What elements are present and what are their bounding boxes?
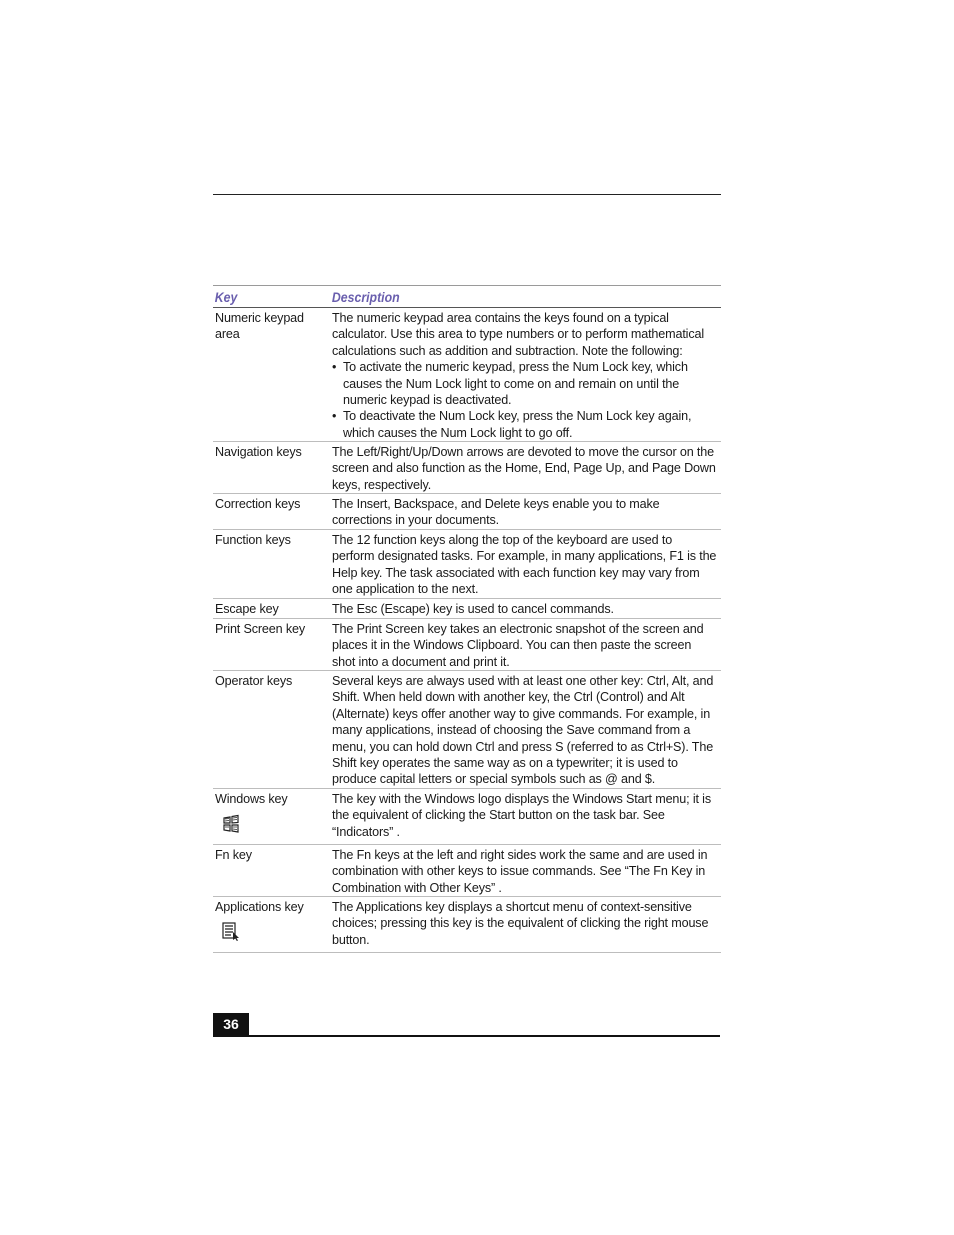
table-row <box>213 619 721 671</box>
bullet-mark: • <box>332 409 337 424</box>
bullet-item <box>332 359 717 408</box>
header-key: Key <box>214 288 238 305</box>
key-description: The Insert, Backspace, and Delete keys enable you to make corrections in your documents. <box>332 497 660 528</box>
table-header <box>213 286 721 308</box>
header-rule <box>213 194 721 195</box>
footer-rule <box>213 1035 720 1037</box>
bullet-item <box>332 408 717 441</box>
key-name: Escape key <box>215 602 279 616</box>
key-name: Fn key <box>215 848 252 862</box>
key-name: Print Screen key <box>215 622 305 636</box>
key-name: Navigation keys <box>215 445 302 459</box>
key-name: Windows key <box>215 792 288 806</box>
key-description: The Fn keys at the left and right sides work the same and are used in combination with other keys to issue commands. See “The Fn Key in Combination with Other Keys” . <box>332 848 708 895</box>
applications-menu-icon <box>221 921 241 941</box>
table-row <box>213 845 721 897</box>
table-row <box>213 897 721 953</box>
header-description: Description <box>331 288 400 305</box>
key-description <box>332 310 721 439</box>
key-name: Operator keys <box>215 674 293 688</box>
key-description: The Left/Right/Up/Down arrows are devoted to move the cursor on the screen and also function as the Home, End, Page Up, and Page Down keys, respectively. <box>332 445 716 492</box>
key-name: Numeric keypad area <box>215 311 304 342</box>
key-description: The key with the Windows logo displays the Windows Start menu; it is the equivalent of clicking the Start button on the task bar. See “Indicators” . <box>332 792 711 839</box>
key-description: Several keys are always used with at least one other key: Ctrl, Alt, and Shift. When held down with another key, the Ctrl (Control) and Alt (Alternate) keys offer another way to give commands. For example, in many applications, instead of choosing the Save command from a menu, you can hold down Ctrl and press S (referred to as Ctrl+S). The Shift key operates the same way as on a typewriter; it is used to produce capital letters or special symbols such as @ and $. <box>332 674 714 787</box>
key-description: The 12 function keys along the top of the keyboard are used to perform designated tasks. For example, in many applications, F1 is the Help key. The task associated with each function key may vary from one application to the next. <box>332 533 717 597</box>
key-name: Applications key <box>215 900 304 914</box>
table-row <box>213 494 721 530</box>
page-number: 36 <box>213 1013 249 1036</box>
bullet-text: To activate the numeric keypad, press the Num Lock key, which causes the Num Lock light to come on and remain on until the numeric keypad is deactivated. <box>343 360 688 408</box>
windows-logo-icon <box>221 813 241 833</box>
bullet-text: To deactivate the Num Lock key, press the Num Lock key again, which causes the Num Lock light to go off. <box>343 409 692 440</box>
table-row <box>213 308 721 442</box>
key-description: The Print Screen key takes an electronic snapshot of the screen and places it in the Windows Clipboard. You can then paste the screen shot into a document and print it. <box>332 622 704 669</box>
description-text: The numeric keypad area contains the keys found on a typical calculator. Use this area to type numbers or to perform mathematical calculations such as addition and subtraction. Note the following: <box>332 311 704 358</box>
bullet-mark: • <box>332 360 337 375</box>
keys-table <box>213 285 721 953</box>
key-cell <box>213 791 332 842</box>
key-cell <box>213 899 332 950</box>
table-row <box>213 671 721 789</box>
key-description: The Applications key displays a shortcut menu of context-sensitive choices; pressing this key is the equivalent of clicking the right mouse button. <box>332 900 709 947</box>
key-name: Correction keys <box>215 497 301 511</box>
key-name: Function keys <box>215 533 291 547</box>
table-row <box>213 530 721 599</box>
table-row <box>213 789 721 845</box>
table-row <box>213 442 721 494</box>
key-description: The Esc (Escape) key is used to cancel commands. <box>332 602 614 616</box>
table-row <box>213 599 721 619</box>
